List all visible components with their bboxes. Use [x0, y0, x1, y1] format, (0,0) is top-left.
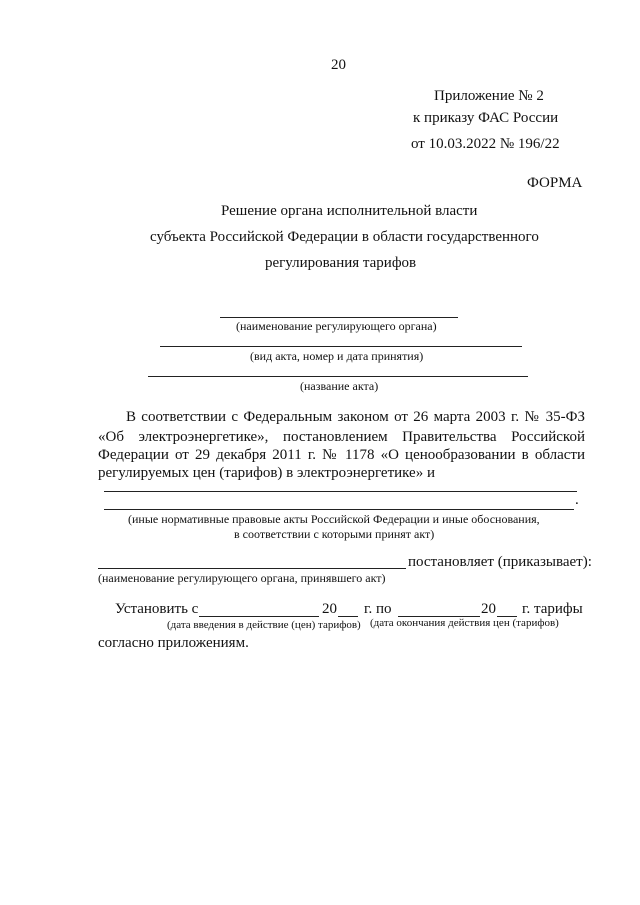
end-year-prefix: 20 — [481, 601, 496, 617]
page-number: 20 — [331, 57, 346, 73]
other-acts-period: . — [575, 492, 579, 508]
start-date-blank — [199, 616, 319, 617]
act-name-blank — [148, 376, 528, 377]
other-acts-blank-1 — [104, 491, 577, 492]
act-name-caption: (название акта) — [300, 379, 379, 393]
title-line-3: регулирования тарифов — [265, 255, 417, 271]
adopting-regulator-blank — [98, 568, 406, 569]
title-line-2: субъекта Российской Федерации в области государственного — [150, 229, 539, 245]
appendix-line-3: от 10.03.2022 № 196/22 — [411, 136, 560, 152]
other-acts-caption-1: (иные нормативные правовые акты Российской Федерации и иные обоснования, — [128, 512, 540, 526]
start-date-caption: (дата введения в действие (цен) тарифов) — [167, 619, 361, 631]
title-line-1: Решение органа исполнительной власти — [221, 203, 478, 219]
other-acts-caption-2: в соответствии с которыми принят акт) — [234, 527, 435, 541]
decree-verb: постановляет (приказывает): — [408, 554, 592, 570]
other-acts-blank-2 — [104, 509, 574, 510]
body-line-3: Федерации от 29 декабря 2011 г. № 1178 «О ценообразовании в области — [98, 447, 585, 463]
adopting-regulator-caption: (наименование регулирующего органа, принявшего акт) — [98, 571, 386, 585]
appendix-line-1: Приложение № 2 — [434, 88, 544, 104]
body-line-1: В соответствии с Федеральным законом от 26 марта 2003 г. № 35-ФЗ — [126, 409, 585, 425]
act-type-caption: (вид акта, номер и дата принятия) — [250, 349, 424, 363]
appendix-line-2: к приказу ФАС России — [413, 110, 559, 126]
regulator-name-blank — [220, 317, 458, 318]
end-date-caption: (дата окончания действия цен (тарифов) — [370, 617, 559, 629]
establish-start: Установить с — [115, 601, 199, 617]
act-type-blank — [160, 346, 522, 347]
regulator-name-caption: (наименование регулирующего органа) — [236, 319, 437, 333]
start-year-prefix: 20 — [322, 601, 337, 617]
body-line-4: регулируемых цен (тарифов) в электроэнергетике» и — [98, 465, 435, 481]
start-year-blank — [338, 616, 358, 617]
establish-last-line: согласно приложениям. — [98, 635, 249, 651]
form-label: ФОРМА — [527, 175, 583, 191]
establish-mid: г. по — [364, 601, 392, 617]
body-line-2: «Об электроэнергетике», постановлением Правительства Российской — [98, 429, 585, 445]
establish-end: г. тарифы — [522, 601, 583, 617]
